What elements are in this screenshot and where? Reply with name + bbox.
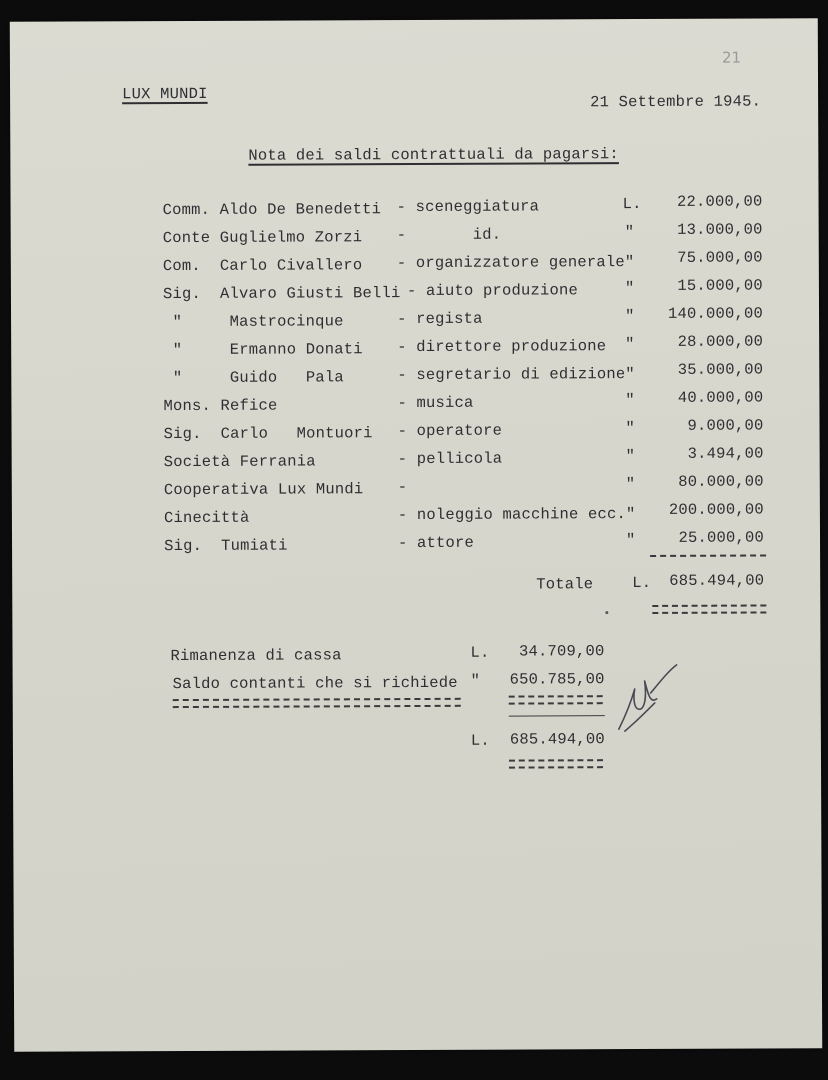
sum-currency: L. — [470, 731, 490, 750]
payee-role: - — [397, 478, 408, 497]
payee-name: Mons. Refice — [163, 396, 278, 416]
currency-mark: " — [624, 223, 635, 242]
payee-name: Cooperativa Lux Mundi — [163, 480, 364, 500]
currency-mark: " — [625, 307, 635, 326]
payee-name: Comm. Aldo De Benedetti — [162, 200, 382, 220]
payee-role: - segretario di edizione" — [397, 365, 635, 385]
payee-name: Conte Guglielmo Zorzi — [162, 228, 363, 248]
currency-mark: " — [625, 531, 636, 550]
amount: 80.000,00 — [678, 472, 764, 491]
payee-role: - noleggio macchine ecc." — [397, 505, 636, 525]
balance-label: Saldo contanti che si richiede — [172, 673, 458, 694]
payee-role: - aiuto produzione — [406, 281, 579, 301]
sum-amount: 685.494,00 — [509, 730, 605, 749]
cash-amount: 34.709,00 — [518, 642, 605, 661]
handwritten-initials — [611, 659, 683, 739]
amount: 25.000,00 — [678, 528, 765, 547]
document-date: 21 Settembre 1945. — [590, 92, 762, 112]
amount: 13.000,00 — [677, 220, 763, 239]
amount: 200.000,00 — [668, 500, 764, 519]
cash-label: Rimanenza di cassa — [170, 646, 342, 666]
ink-dot — [605, 611, 608, 614]
amount: 3.494,00 — [687, 444, 764, 463]
currency-mark: L. — [622, 195, 642, 214]
payee-role: - operatore — [397, 421, 503, 441]
payee-role: - id. — [396, 225, 502, 245]
payee-name: Società Ferrania — [163, 452, 316, 472]
payee-name: Cinecittà — [163, 508, 250, 528]
subtotal-rule — [650, 554, 766, 557]
payee-name: Sig. Carlo Montuori — [163, 424, 373, 444]
document-page — [10, 18, 822, 1052]
amount: 15.000,00 — [677, 276, 763, 295]
payee-role: - sceneggiatura — [396, 197, 540, 217]
amount: 22.000,00 — [676, 192, 763, 211]
amount: 35.000,00 — [677, 360, 764, 379]
payee-role: - direttore produzione — [397, 337, 607, 357]
amount: 140.000,00 — [667, 304, 764, 323]
sum-rule — [509, 715, 605, 716]
total-currency: L. — [632, 573, 652, 593]
payee-name: Sig. Tumiati — [164, 536, 288, 556]
cash-currency: L. — [470, 643, 490, 662]
payee-role: - pellicola — [397, 449, 503, 469]
currency-mark: " — [625, 335, 635, 354]
payee-role: - organizzatore generale" — [396, 253, 635, 273]
total-label: Totale — [536, 575, 594, 594]
currency-mark: " — [624, 279, 635, 298]
amount: 75.000,00 — [677, 248, 763, 267]
label-double-rule — [173, 698, 461, 708]
total-double-rule — [652, 604, 766, 613]
payee-name: Sig. Alvaro Giusti Belli — [162, 284, 401, 304]
currency-mark: " — [625, 391, 635, 410]
payee-name: " Guido Pala — [163, 368, 344, 388]
payee-name: " Mastrocinque — [163, 312, 344, 332]
balance-amount: 650.785,00 — [509, 670, 605, 689]
document-title: Nota dei saldi contrattuali da pagarsi: — [248, 145, 619, 165]
payee-role: - musica — [397, 393, 474, 413]
currency-mark: " — [625, 447, 636, 466]
payee-role: - attore — [397, 533, 475, 553]
payee-name: Com. Carlo Civallero — [162, 256, 363, 276]
total-amount: 685.494,00 — [669, 571, 765, 590]
payee-role: - regista — [397, 309, 483, 329]
amount: 9.000,00 — [687, 416, 764, 435]
currency-mark: " — [625, 475, 636, 494]
currency-mark: " — [625, 419, 636, 438]
company-name: LUX MUNDI — [122, 84, 208, 104]
amount: 40.000,00 — [677, 388, 764, 407]
page-number: 21 — [721, 48, 742, 67]
balance-double-rule — [509, 695, 603, 704]
sum-double-rule — [509, 759, 603, 768]
payee-name: " Ermanno Donati — [163, 340, 363, 360]
amount: 28.000,00 — [677, 332, 764, 351]
balance-currency: " — [470, 671, 481, 690]
